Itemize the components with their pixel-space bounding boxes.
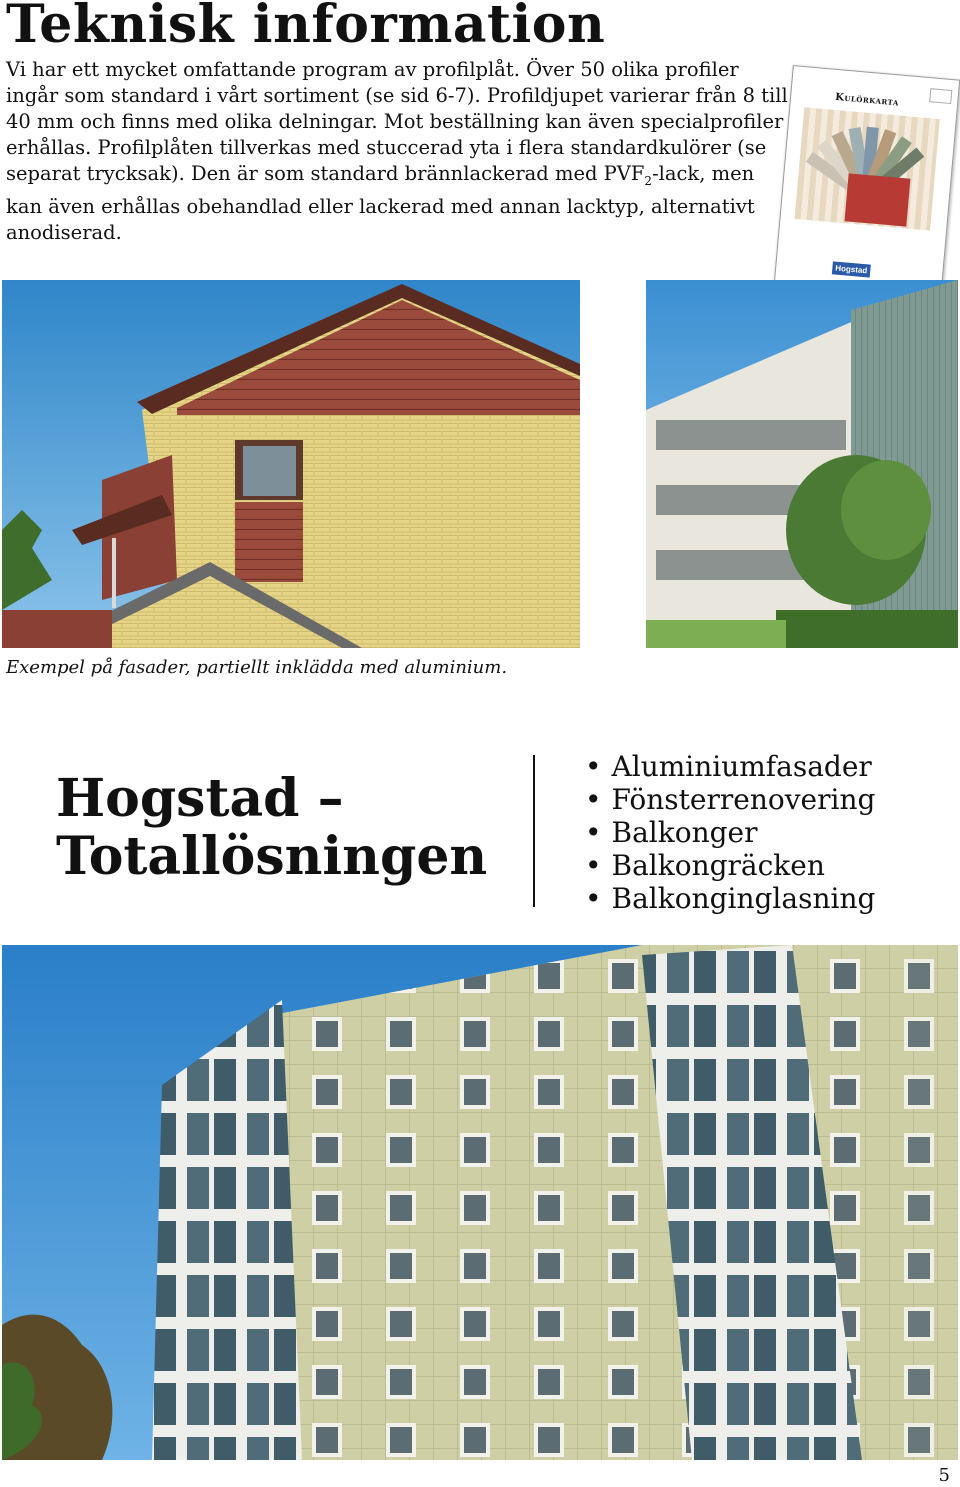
page-number: 5: [938, 1465, 950, 1486]
facade-photo-high-rise: [2, 945, 958, 1460]
service-item: • Balkongräcken: [585, 849, 875, 882]
intro-paragraph: [6, 57, 796, 246]
page-title: Teknisk information: [6, 0, 606, 55]
facade-photo-apartment-block: [646, 280, 958, 648]
color-swatches-image: [794, 111, 943, 235]
facade-photo-brick-house: [2, 280, 580, 648]
slogan-line2: Totallösningen: [56, 826, 488, 887]
vertical-divider: [533, 755, 535, 907]
brochure-logo: Hogstad: [832, 261, 871, 277]
photo-caption: Exempel på fasader, partiellt inklädda med aluminium.: [6, 657, 508, 678]
intro-text-part2: -lack, men kan även erhållas obehandlad eller lackerad med annan lacktyp, alternativt anodiserad.: [6, 162, 755, 244]
slogan-line1: Hogstad –: [56, 768, 344, 829]
slogan-heading: [56, 770, 487, 886]
brochure-title: Kulörkarta: [834, 91, 900, 109]
intro-subscript: 2: [644, 173, 653, 188]
service-item: • Balkonger: [585, 816, 875, 849]
intro-text-part1: Vi har ett mycket omfattande program av profilplåt. Över 50 olika profiler ingår som standard i vårt sortiment (se sid 6-7). Profildjupet varierar från 8 till 40 mm och finns med olika delningar. Mot beställning kan även specialprofiler erhållas. Profilplåten tillverkas med stuccerad yta i flera standardkulörer (se separat trycksak). Den är som standard brännlackerad med PVF: [6, 58, 788, 185]
service-item: • Balkonginglasning: [585, 882, 875, 915]
services-list: [585, 750, 875, 915]
service-item: • Aluminiumfasader: [585, 750, 875, 783]
service-item: • Fönsterrenovering: [585, 783, 875, 816]
color-chart-brochure: [774, 65, 960, 299]
brochure-tag: [929, 88, 952, 104]
